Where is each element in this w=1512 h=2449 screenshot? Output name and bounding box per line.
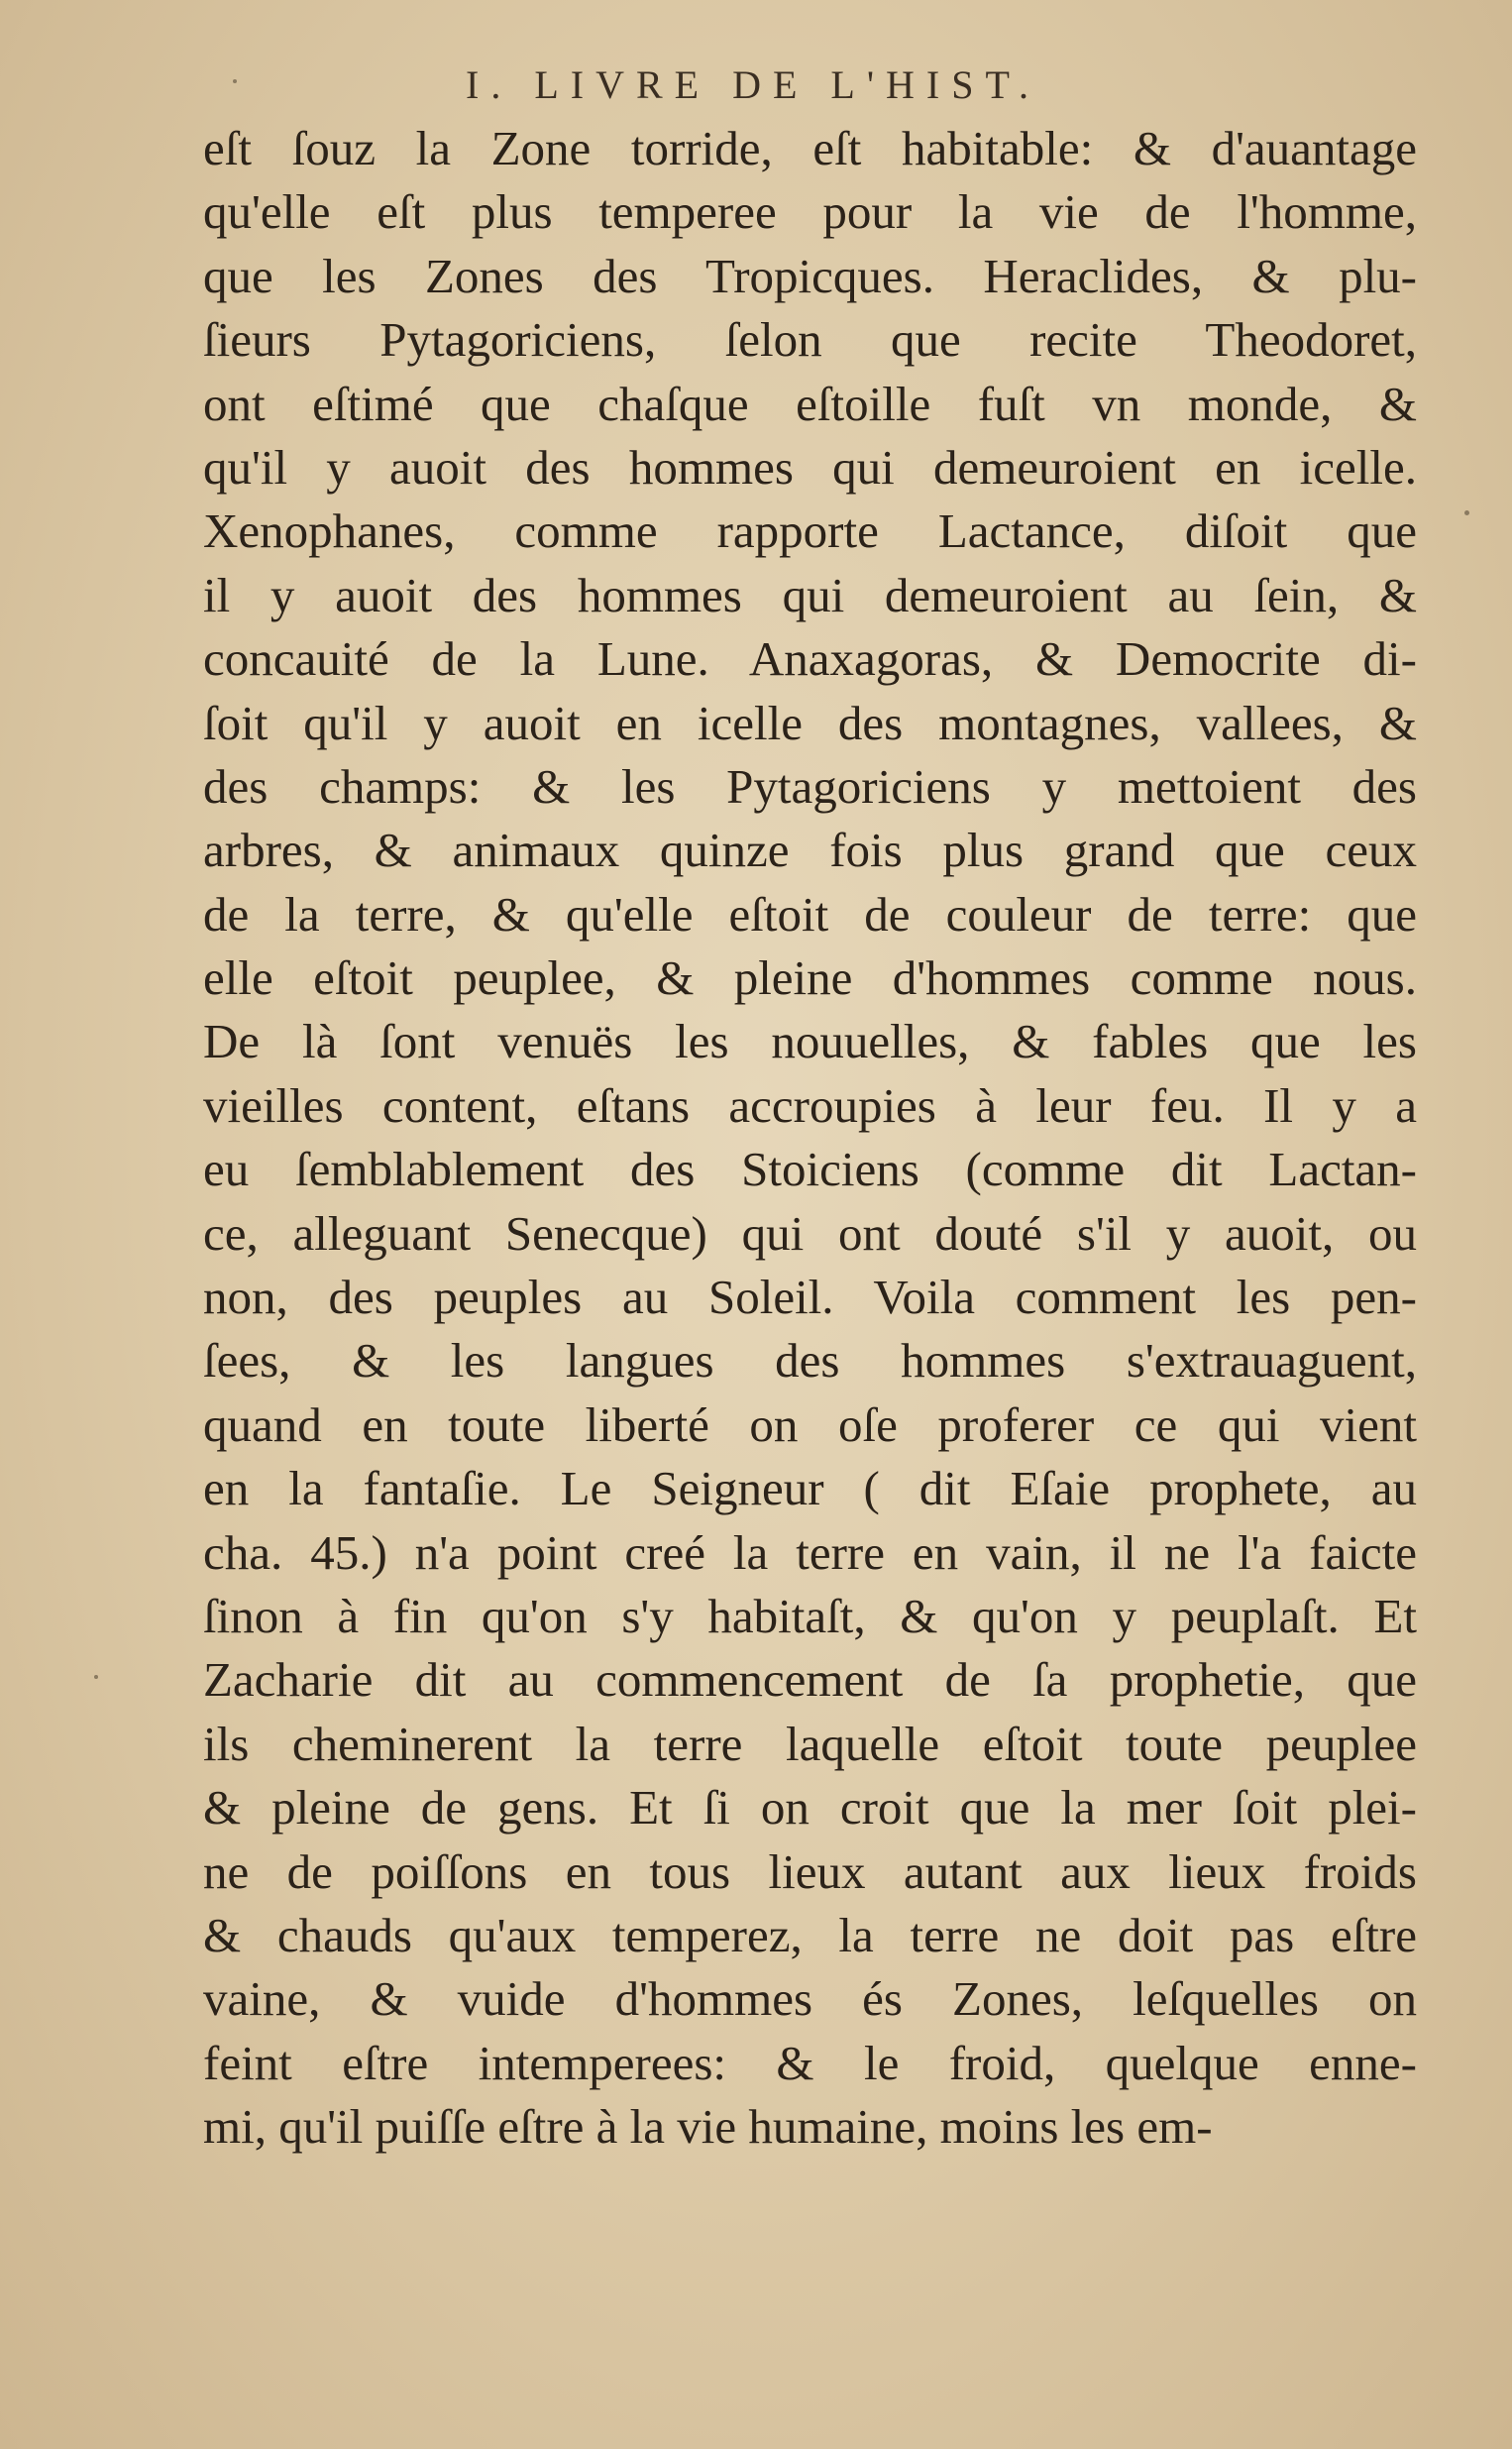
text-line: & chauds qu'aux temperez, la terre ne doit pas eſtre [203, 1907, 1417, 1962]
text-line: en la fantaſie. Le Seigneur ( dit Eſaie prophete, au [203, 1461, 1417, 1516]
text-line: mi, qu'il puiſſe eſtre à la vie humaine, moins les em- [203, 2099, 1213, 2155]
running-head: I. LIVRE DE L'HIST. [466, 62, 1040, 107]
text-line: & pleine de gens. Et ſi on croit que la mer ſoit plei- [203, 1780, 1417, 1836]
text-line: ſees, & les langues des hommes s'extrauaguent, [203, 1333, 1417, 1389]
text-line: arbres, & animaux quinze fois plus grand que ceux [203, 823, 1417, 878]
text-line: ne de poiſſons en tous lieux autant aux lieux froids [203, 1843, 1417, 1899]
text-line: cha. 45.) n'a point creé la terre en vain, il ne l'a faicte [203, 1524, 1417, 1580]
text-line: que les Zones des Tropicques. Heraclides, & plu- [203, 248, 1417, 303]
text-line: Zacharie dit au commencement de ſa prophetie, que [203, 1652, 1417, 1708]
text-line: non, des peuples au Soleil. Voila comment les pen- [203, 1270, 1417, 1325]
text-line: Xenophanes, comme rapporte Lactance, diſoit que [203, 503, 1417, 559]
body-text [203, 117, 1417, 2160]
text-line: qu'elle eſt plus temperee pour la vie de l'homme, [203, 184, 1417, 240]
text-line: ont eſtimé que chaſque eſtoille fuſt vn monde, & [203, 376, 1417, 431]
text-line: ſieurs Pytagoriciens, ſelon que recite Theodoret, [203, 312, 1417, 368]
text-line: ſoit qu'il y auoit en icelle des montagnes, vallees, & [203, 695, 1417, 750]
text-line: ce, alleguant Senecque) qui ont douté s'il y auoit, ou [203, 1205, 1417, 1261]
text-line: feint eſtre intemperees: & le froid, quelque enne- [203, 2035, 1417, 2090]
text-line: vieilles content, eſtans accroupies à leur feu. Il y a [203, 1077, 1417, 1133]
text-line: De là ſont venuës les nouuelles, & fables que les [203, 1014, 1417, 1069]
text-line: quand en toute liberté on oſe proferer ce qui vient [203, 1396, 1417, 1452]
text-line: ſinon à fin qu'on s'y habitaſt, & qu'on y peuplaſt. Et [203, 1588, 1417, 1643]
text-line: concauité de la Lune. Anaxagoras, & Democrite di- [203, 631, 1417, 687]
text-line: eſt ſouz la Zone torride, eſt habitable: & d'auantage [203, 121, 1417, 175]
text-line: il y auoit des hommes qui demeuroient au ſein, & [203, 567, 1417, 622]
text-line: elle eſtoit peuplee, & pleine d'hommes comme nous. [203, 950, 1417, 1006]
text-line: de la terre, & qu'elle eſtoit de couleur de terre: que [203, 886, 1417, 942]
text-line: vaine, & vuide d'hommes és Zones, leſquelles on [203, 1971, 1417, 2027]
text-line: des champs: & les Pytagoriciens y mettoient des [203, 758, 1417, 814]
text-line: qu'il y auoit des hommes qui demeuroient en icelle. [203, 439, 1417, 495]
text-line: ils cheminerent la terre laquelle eſtoit toute peuplee [203, 1716, 1417, 1771]
text-line: eu ſemblablement des Stoiciens (comme dit Lactan- [203, 1142, 1417, 1197]
